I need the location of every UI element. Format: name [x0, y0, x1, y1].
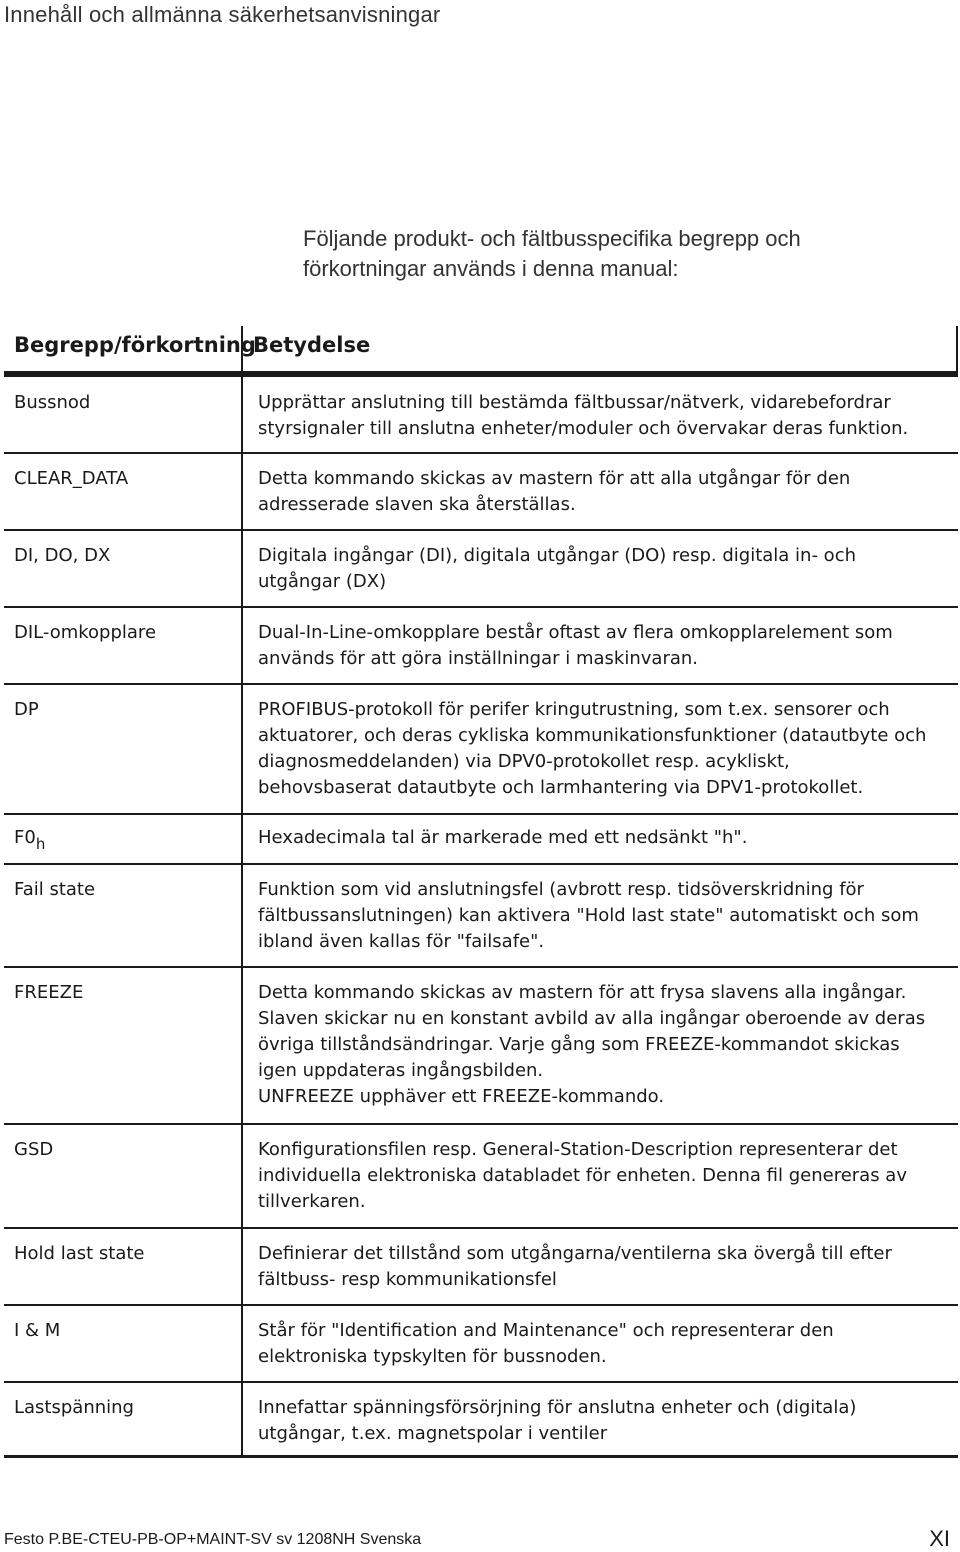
term-cell	[4, 1383, 243, 1455]
meaning-cell	[243, 865, 958, 966]
meaning-line: ibland även kallas för "failsafe".	[258, 931, 545, 952]
meaning-line: Slaven skickar nu en konstant avbild av alla ingångar oberoende av deras	[258, 1008, 926, 1029]
meaning-line: UNFREEZE upphäver ett FREEZE-kommando.	[258, 1086, 665, 1107]
term-text: Hold last state	[14, 1243, 145, 1264]
term-cell	[4, 454, 243, 529]
term-cell	[4, 1229, 243, 1304]
term-text: F0	[14, 827, 36, 848]
meaning-line: övriga tillståndsändringar. Varje gång som FREEZE-kommandot skickas	[258, 1034, 900, 1055]
meaning-cell	[243, 815, 958, 863]
term-cell	[4, 1306, 243, 1381]
table-row	[4, 454, 958, 531]
meaning-line: används för att göra inställningar i maskinvaran.	[258, 648, 698, 669]
term-cell	[4, 865, 243, 966]
footer-document-id: Festo P.BE-CTEU-PB-OP+MAINT-SV sv 1208NH Svenska	[4, 1531, 422, 1548]
meaning-line: fältbuss- resp kommunikationsfel	[258, 1269, 557, 1290]
table-row	[4, 1229, 958, 1306]
meaning-line: Digitala ingångar (DI), digitala utgångar (DO) resp. digitala in- och	[258, 545, 856, 566]
meaning-line: PROFIBUS-protokoll för perifer kringutrustning, som t.ex. sensorer och	[258, 699, 890, 720]
term-text: CLEAR_DATA	[14, 468, 129, 489]
meaning-line: styrsignaler till anslutna enheter/moduler och övervakar deras funktion.	[258, 418, 909, 439]
term-cell	[4, 377, 243, 452]
table-row	[4, 815, 958, 865]
meaning-line: elektroniska typskylten för bussnoden.	[258, 1346, 607, 1367]
intro-line-2: förkortningar används i denna manual:	[303, 256, 679, 281]
meaning-line: adresserade slaven ska återställas.	[258, 494, 576, 515]
meaning-line: utgångar, t.ex. magnetspolar i ventiler	[258, 1423, 608, 1444]
table-row	[4, 531, 958, 608]
meaning-line: Dual-In-Line-omkopplare består oftast av flera omkopplarelement som	[258, 622, 893, 643]
page-header-title: Innehåll och allmänna säkerhetsanvisningar	[4, 2, 441, 27]
meaning-cell	[243, 608, 958, 683]
term-cell	[4, 815, 243, 863]
meaning-cell	[243, 968, 958, 1123]
table-row	[4, 1306, 958, 1383]
meaning-line: tillverkaren.	[258, 1191, 366, 1212]
meaning-line: Står för "Identification and Maintenance" och representerar den	[258, 1320, 834, 1341]
meaning-cell	[243, 1125, 958, 1227]
intro-line-1: Följande produkt- och fältbusspecifika begrepp och	[303, 226, 801, 251]
column-header-meaning: Betydelse	[243, 326, 958, 371]
meaning-cell	[243, 454, 958, 529]
table-row	[4, 608, 958, 685]
term-text: I & M	[14, 1320, 61, 1341]
terms-table	[4, 326, 958, 1458]
meaning-line: fältbussanslutningen) kan aktivera "Hold last state" automatiskt och som	[258, 905, 919, 926]
term-text: Fail state	[14, 879, 96, 900]
column-header-term: Begrepp/förkortning	[4, 326, 243, 371]
table-row	[4, 865, 958, 968]
meaning-cell	[243, 377, 958, 452]
meaning-cell	[243, 1229, 958, 1304]
term-cell	[4, 608, 243, 683]
term-text: DI, DO, DX	[14, 545, 111, 566]
term-text: Bussnod	[14, 392, 91, 413]
meaning-line: Detta kommando skickas av mastern för att frysa slavens alla ingångar.	[258, 982, 907, 1003]
intro-text	[303, 224, 943, 284]
meaning-cell	[243, 531, 958, 606]
table-header-row	[4, 326, 958, 377]
table-row	[4, 1125, 958, 1229]
term-text: Lastspänning	[14, 1397, 134, 1418]
meaning-cell	[243, 1383, 958, 1455]
term-text: FREEZE	[14, 982, 84, 1003]
term-text: DIL-omkopplare	[14, 622, 157, 643]
meaning-line: Hexadecimala tal är markerade med ett nedsänkt "h".	[258, 827, 748, 848]
meaning-line: Konfigurationsfilen resp. General-Station-Description representerar det	[258, 1139, 898, 1160]
table-row	[4, 377, 958, 454]
meaning-line: Innefattar spänningsförsörjning för anslutna enheter och (digitala)	[258, 1397, 857, 1418]
term-cell	[4, 685, 243, 813]
term-cell	[4, 968, 243, 1123]
table-row	[4, 685, 958, 815]
table-row	[4, 968, 958, 1125]
meaning-cell	[243, 1306, 958, 1381]
meaning-line: utgångar (DX)	[258, 571, 387, 592]
meaning-line: individuella elektroniska databladet för enheten. Denna fil genereras av	[258, 1165, 907, 1186]
term-cell	[4, 1125, 243, 1227]
meaning-line: diagnosmeddelanden) via DPV0-protokollet resp. acykliskt,	[258, 751, 790, 772]
meaning-line: behovsbaserat datautbyte och larmhantering via DPV1-protokollet.	[258, 777, 864, 798]
meaning-cell	[243, 685, 958, 813]
meaning-line: aktuatorer, och deras cykliska kommunikationsfunktioner (datautbyte och	[258, 725, 927, 746]
term-subscript: h	[35, 835, 46, 853]
meaning-line: Definierar det tillstånd som utgångarna/ventilerna ska övergå till efter	[258, 1243, 892, 1264]
term-text: DP	[14, 699, 39, 720]
term-cell	[4, 531, 243, 606]
table-row	[4, 1383, 958, 1458]
meaning-line: Upprättar anslutning till bestämda fältbussar/nätverk, vidarebefordrar	[258, 392, 891, 413]
meaning-line: Detta kommando skickas av mastern för att alla utgångar för den	[258, 468, 851, 489]
footer-page-number: XI	[929, 1526, 950, 1551]
term-text: GSD	[14, 1139, 54, 1160]
meaning-line: igen uppdateras ingångsbilden.	[258, 1060, 544, 1081]
meaning-line: Funktion som vid anslutningsfel (avbrott resp. tidsöverskridning för	[258, 879, 864, 900]
